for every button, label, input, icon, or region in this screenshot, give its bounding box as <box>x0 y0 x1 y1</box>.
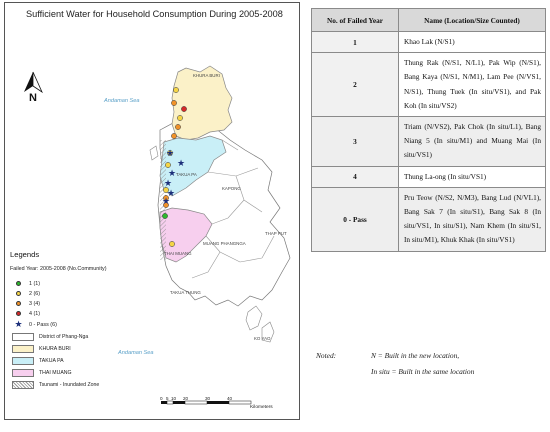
marker-orange <box>171 100 176 105</box>
place-label-thai-muang: THAI MUANG <box>164 251 192 256</box>
yellow-dot-icon <box>16 291 21 296</box>
legend-title: Legends <box>10 250 40 259</box>
column-header: Name (Location/Size Counted) <box>399 9 546 32</box>
table-panel <box>311 8 546 252</box>
star-marker: ★ <box>166 188 176 198</box>
takua-pa-swatch <box>12 357 34 365</box>
names-cell: Thung La-ong (In situ/VS1) <box>399 166 546 187</box>
tsunami-swatch <box>12 381 34 389</box>
names-cell: Thung Rak (N/S1, N/L1), Pak Wip (N/S1), Bang Kaya (N/S1, N/M1), Lam Pee (N/VS1, N/S1), Thung Tuek (In situ/VS1), and Pak Koh (In situ/VS2) <box>399 53 546 117</box>
year-cell: 4 <box>312 166 399 187</box>
scale-tick: 10 <box>171 396 177 401</box>
place-label-muang-phangnga: MUANG PHANGNGA <box>203 241 246 246</box>
marker-orange <box>171 133 176 138</box>
red-dot-icon <box>16 311 21 316</box>
orange-dot-icon <box>16 301 21 306</box>
year-cell: 1 <box>312 32 399 53</box>
scale-tick: 30 <box>205 396 211 401</box>
star-marker: ★ <box>161 196 171 206</box>
marker-orange <box>175 124 180 129</box>
star-marker: ★ <box>167 168 177 178</box>
year-cell: 2 <box>312 53 399 117</box>
sea-label: Andaman Sea <box>104 98 140 104</box>
place-label-takua-thung: TAKUA THUNG <box>170 290 201 295</box>
place-label-khura-buri: KHURA BURI <box>193 73 220 78</box>
scale-tick: 0 <box>160 396 163 401</box>
green-dot-icon <box>16 281 21 286</box>
table-row <box>312 117 546 167</box>
legend-item: 3 (4) <box>14 299 40 308</box>
khura-buri-swatch <box>12 345 34 353</box>
note-line: In situ = Built in the same location <box>371 367 475 376</box>
table-row <box>312 187 546 251</box>
legend-item: 1 (1) <box>14 279 40 288</box>
notes-label: Noted: <box>316 351 337 360</box>
place-label-kapong: KAPONG <box>222 186 241 191</box>
marker-yellow <box>169 241 174 246</box>
year-cell: 3 <box>312 117 399 167</box>
marker-red <box>181 106 186 111</box>
names-cell: Pru Teow (N/S2, N/M3), Bang Lud (N/VL1), Bang Sak 7 (In situ/S1), Bang Sak 8 (In situ/VS1, In situ/S1), Nam Khem (In situ/S1, In situ/M1), Khuk Khak (In situ/VS1) <box>399 187 546 251</box>
legend-area-item: TAKUA PA <box>12 356 64 366</box>
star-marker: ★ <box>165 148 175 158</box>
marker-yellow <box>173 87 178 92</box>
scale-tick: 5 <box>166 396 169 401</box>
legend-area-item: District of Phang-Nga <box>12 332 88 342</box>
star-icon: ★ <box>14 319 23 329</box>
place-label-takua-pa: TAKUA PA <box>176 172 197 177</box>
legend-area-item: THAI MUANG <box>12 368 72 378</box>
star-marker: ★ <box>176 158 186 168</box>
island-west <box>150 146 158 160</box>
sea-label: Andaman Sea <box>118 350 154 356</box>
place-label-ko-yao: KO YAO <box>254 336 271 341</box>
scale-ticks <box>160 396 270 402</box>
table-header-row <box>312 9 546 32</box>
thai-muang-swatch <box>12 369 34 377</box>
island-southeast <box>246 306 262 330</box>
map-title: Sufficient Water for Household Consumption During 2005-2008 <box>26 9 283 19</box>
place-label-thap-put: THAP PUT <box>265 231 287 236</box>
marker-yellow <box>177 115 182 120</box>
legend-area-item: Tsunami - Inundated Zone <box>12 380 99 390</box>
marker-yellow <box>165 162 170 167</box>
table-row <box>312 32 546 53</box>
north-arrow-icon <box>24 72 42 92</box>
legend-item: ★ 0 - Pass (6) <box>14 319 57 329</box>
note-line: N = Built in the new location, <box>371 351 460 360</box>
north-label: N <box>29 92 37 104</box>
marker-green <box>162 213 167 218</box>
scale-tick: 20 <box>183 396 189 401</box>
names-cell: Khao Lak (N/S1) <box>399 32 546 53</box>
district-swatch <box>12 333 34 341</box>
table-row <box>312 166 546 187</box>
legend-area-item: KHURA BURI <box>12 344 71 354</box>
table-row <box>312 53 546 117</box>
legend-subtitle: Failed Year: 2005-2008 (No.Community) <box>10 266 107 272</box>
names-cell: Triam (N/VS2), Pak Chok (In situ/L1), Bang Niang 5 (In situ/M1) and Muang Mai (In situ/VS1) <box>399 117 546 167</box>
column-header: No. of Failed Year <box>312 9 399 32</box>
failed-year-table <box>311 8 546 252</box>
year-cell: 0 - Pass <box>312 187 399 251</box>
legend-item: 4 (1) <box>14 309 40 318</box>
scale-tick: 40 <box>227 396 233 401</box>
legend-item: 2 (6) <box>14 289 40 298</box>
scale-units: Kilometers <box>250 405 273 410</box>
star-marker: ★ <box>163 178 173 188</box>
